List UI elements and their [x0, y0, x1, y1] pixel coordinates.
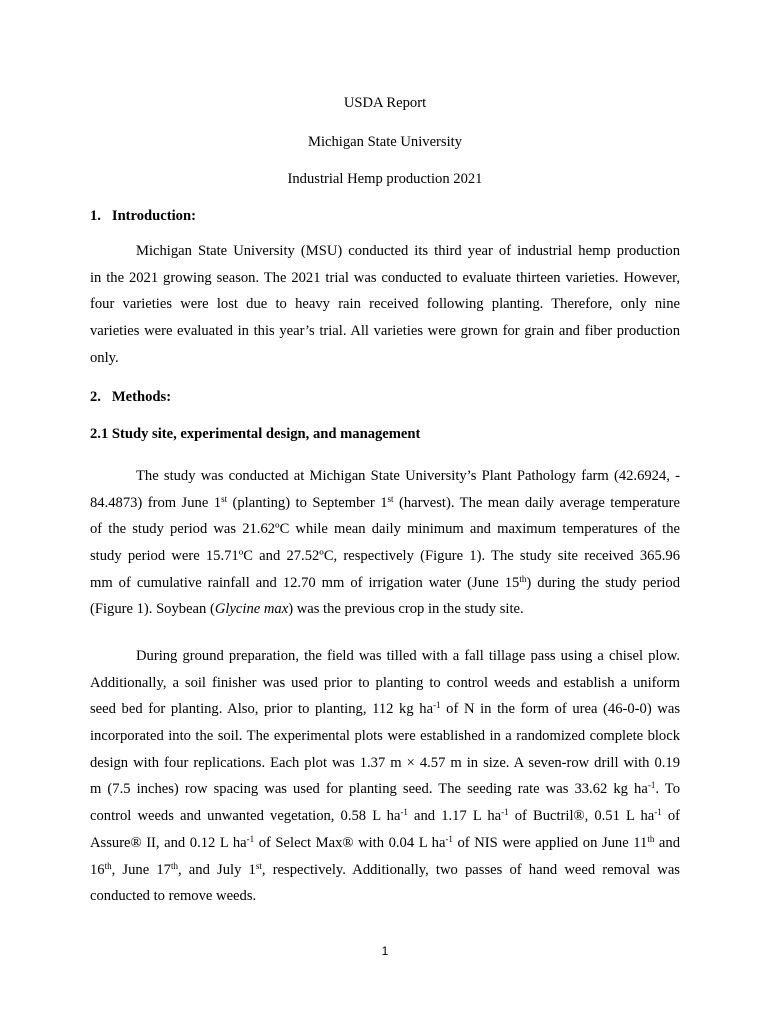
species-name: Glycine max — [214, 601, 289, 618]
prep-line: design with four replications. Each plot was 1.37 m × 4.57 m in size. A seven-row drill with 0.19 — [90, 754, 680, 771]
page-number: 1 — [381, 944, 389, 958]
study-site-heading: 2.1 Study site, experimental design, and management — [90, 426, 421, 442]
prep-line: Additionally, a soil finisher was used prior to planting to control weeds and establish a uniform — [90, 674, 680, 691]
ground-preparation-paragraph — [90, 643, 680, 910]
study-line: study period were 15.71ºC and 27.52ºC, respectively (Figure 1). The study site received 365.96 — [90, 548, 680, 565]
prep-line: Assure® II, and 0.12 L $ha^{-1}$ of Select Max® with 0.04 L $ha^{-1}$ of NIS were applied on June 11th and — [90, 833, 680, 851]
prep-line: conducted to remove weeds. — [90, 888, 257, 905]
report-title: USDA Report — [343, 95, 427, 111]
intro-line: only. — [90, 349, 119, 366]
prep-line: During ground preparation, the field was tilled with a fall tillage pass using a chisel plow. — [136, 648, 680, 664]
report-subtitle: Industrial Hemp production 2021 — [287, 171, 483, 187]
intro-line: four varieties were lost due to heavy rain received following planting. Therefore, only nine — [90, 296, 680, 313]
methods-heading: 2. Methods: — [90, 389, 172, 405]
introduction-paragraph — [90, 238, 680, 371]
intro-line: varieties were evaluated in this year’s trial. All varieties were grown for grain and fiber production — [90, 323, 680, 340]
prep-line: seed bed for planting. Also, prior to planting, 112 kg $ha^{-1}$ of N in the form of urea (46-0-0) was — [90, 700, 680, 718]
prep-line: incorporated into the soil. The experimental plots were established in a randomized complete block — [90, 728, 680, 745]
intro-line: in the 2021 growing season. The 2021 trial was conducted to evaluate thirteen varieties. However, — [90, 269, 680, 286]
study-line: of the study period was 21.62ºC while mean daily minimum and maximum temperatures of the — [90, 521, 680, 538]
study-line: mm of cumulative rainfall and 12.70 mm of irrigation water (June 15th) during the study period — [90, 573, 680, 591]
prep-line: 16th, June 17th, and July 1st, respectively. Additionally, two passes of hand weed removal was — [90, 860, 680, 878]
prep-line: control weeds and unwanted vegetation, 0.58 L $ha^{-1}$ and 1.17 L $ha^{-1}$ of Buctril®, 0.51 L $ha^{-1}$ of — [90, 807, 680, 825]
intro-line: Michigan State University (MSU) conducted its third year of industrial hemp production — [136, 243, 680, 259]
study-site-paragraph — [90, 463, 680, 623]
introduction-heading: 1. Introduction: — [90, 208, 196, 224]
university-name: Michigan State University — [307, 134, 463, 150]
study-line: The study was conducted at Michigan State University’s Plant Pathology farm (42.6924, - — [136, 468, 680, 484]
prep-line: m (7.5 inches) row spacing was used for planting seed. The seeding rate was 33.62 kg $ha^{-1}$. To — [90, 780, 680, 798]
study-line: (Figure 1). Soybean (Glycine max) was the previous crop in the study site. — [90, 601, 524, 618]
study-line: 84.4873) from June 1st (planting) to September 1st (harvest). The mean daily average temperature — [90, 493, 680, 511]
